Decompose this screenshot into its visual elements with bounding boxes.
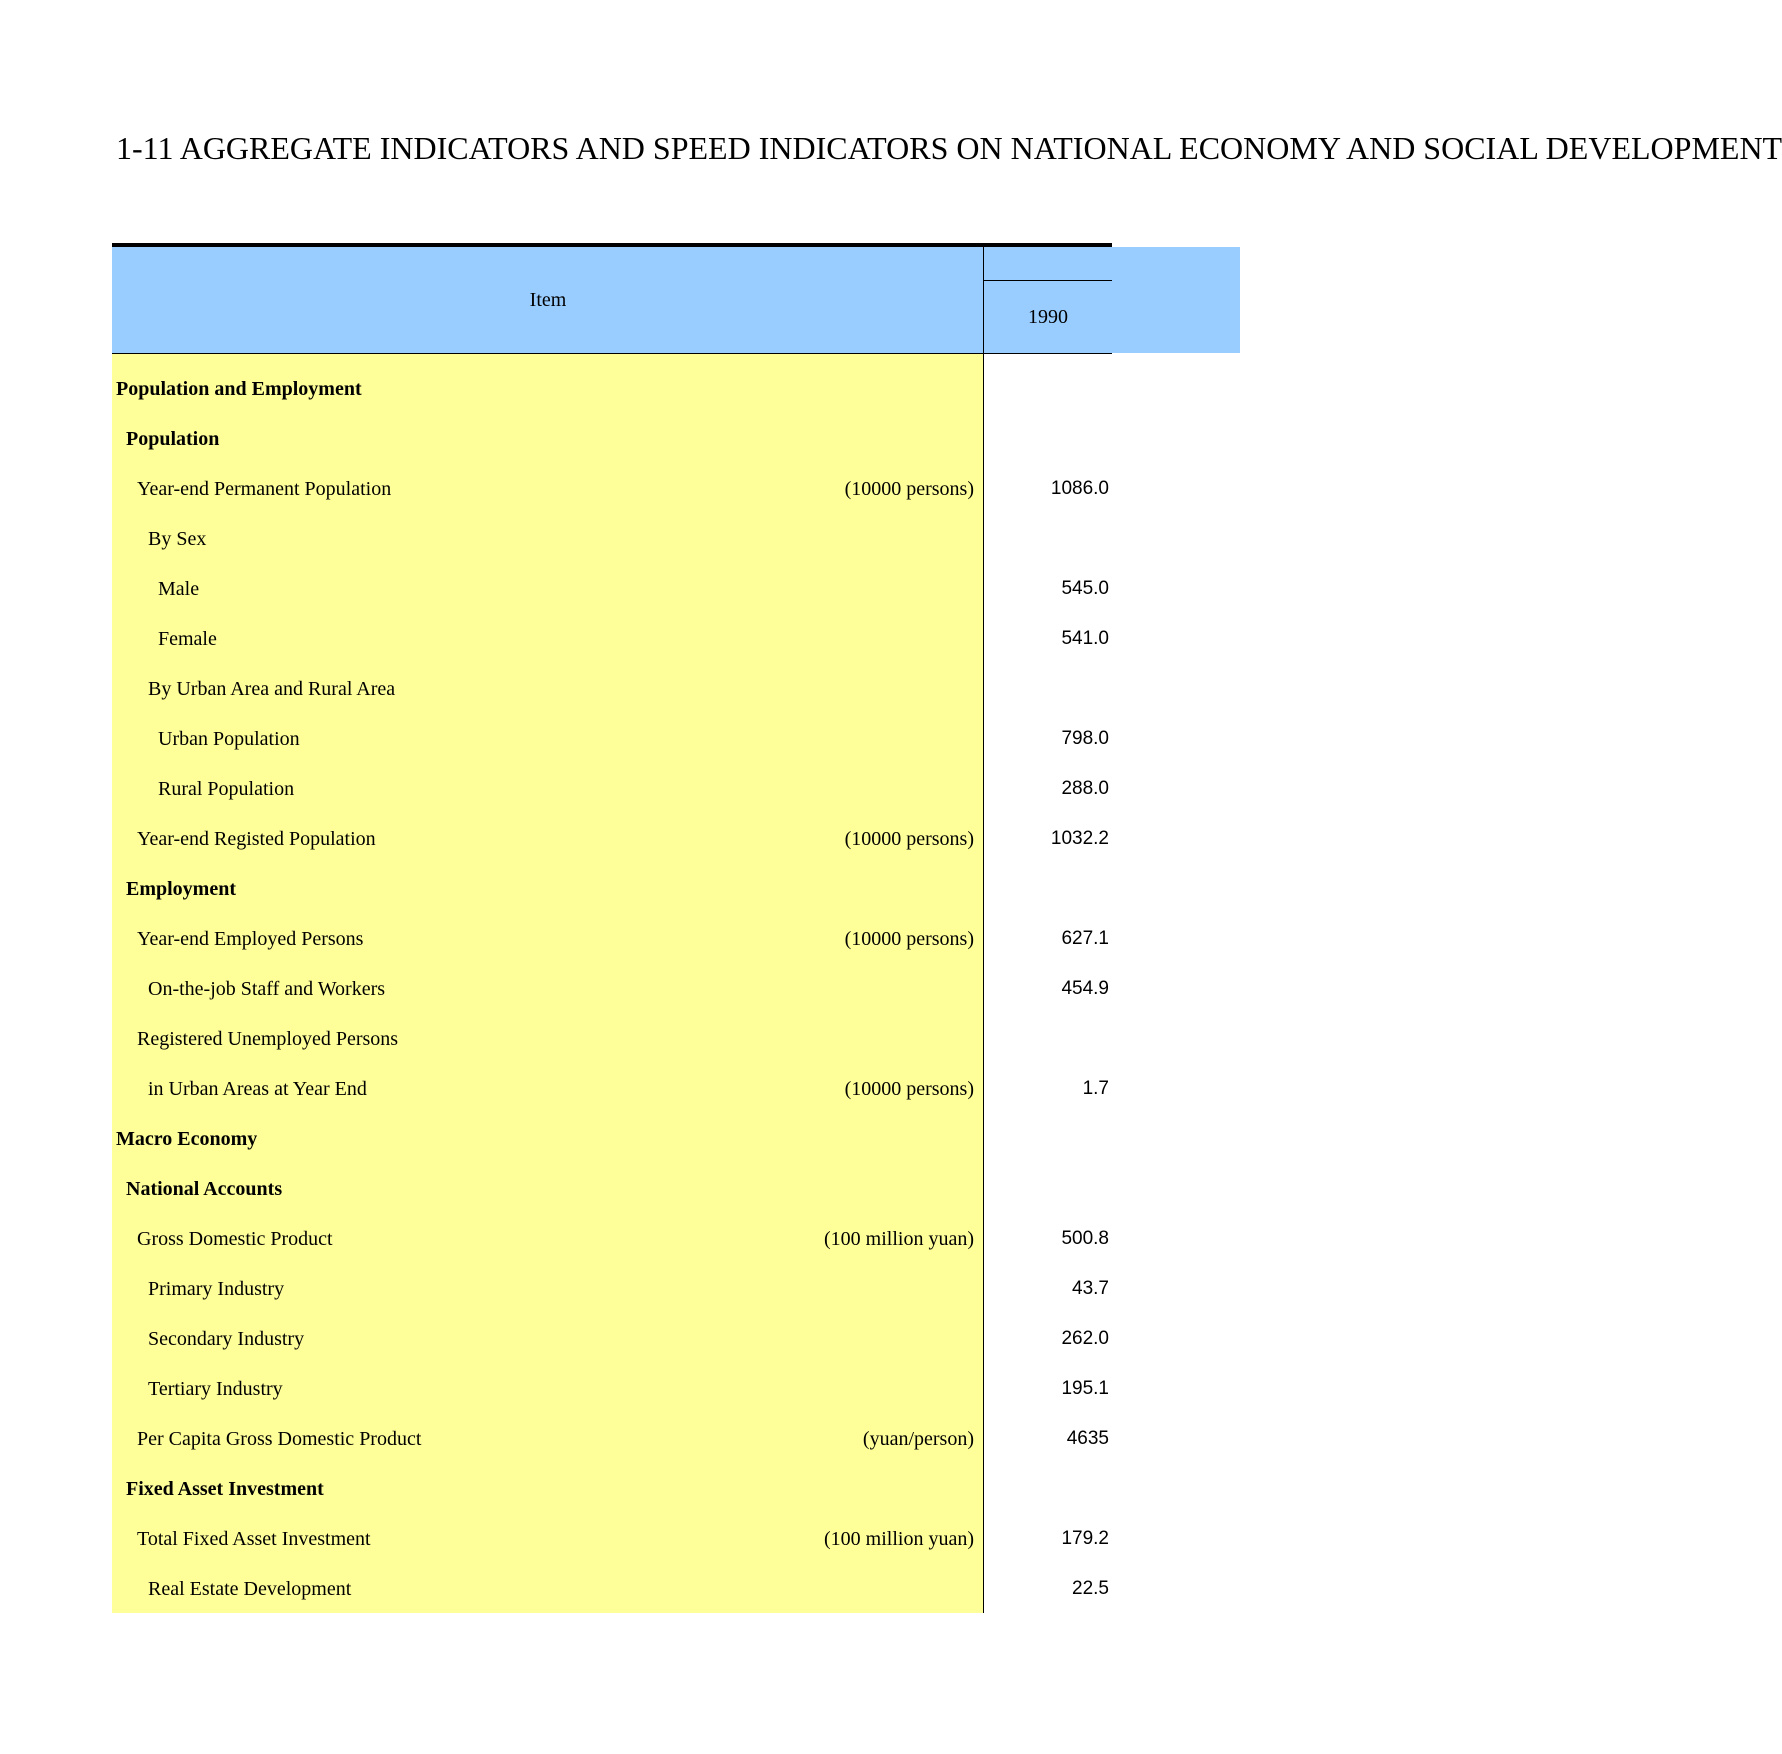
row-label: Employment xyxy=(126,878,236,900)
row-value-1990: 798.0 xyxy=(1061,728,1109,749)
table-row xyxy=(112,914,1112,964)
row-value-1990: 1086.0 xyxy=(1050,478,1109,499)
row-unit: (100 million yuan) xyxy=(824,1228,974,1250)
header-year-label: 1990 xyxy=(1028,305,1068,328)
row-value-1990: 4635 xyxy=(1066,1428,1109,1449)
table-body xyxy=(112,364,1112,1614)
table-row xyxy=(112,714,1112,764)
row-unit: (10000 persons) xyxy=(844,478,974,500)
table-row xyxy=(112,1014,1112,1064)
table-row xyxy=(112,814,1112,864)
row-unit: (100 million yuan) xyxy=(824,1528,974,1550)
table-row xyxy=(112,614,1112,664)
row-label: Year-end Registed Population xyxy=(137,828,376,850)
row-value-1990: 545.0 xyxy=(1061,578,1109,599)
table-row xyxy=(112,864,1112,914)
row-unit: (10000 persons) xyxy=(844,928,974,950)
table-row xyxy=(112,1364,1112,1414)
row-label: Female xyxy=(158,628,217,650)
table-row xyxy=(112,1264,1112,1314)
row-label: Population and Employment xyxy=(116,378,362,400)
row-label: By Urban Area and Rural Area xyxy=(148,678,396,700)
row-value-1990: 22.5 xyxy=(1072,1578,1109,1599)
row-value-1990: 1032.2 xyxy=(1050,828,1109,849)
table-row xyxy=(112,1064,1112,1114)
row-label: National Accounts xyxy=(126,1178,283,1200)
row-label: Gross Domestic Product xyxy=(137,1228,333,1250)
table-row xyxy=(112,1114,1112,1164)
row-value-1990: 288.0 xyxy=(1061,778,1109,799)
row-label: Registered Unemployed Persons xyxy=(137,1028,399,1050)
row-value-1990: 627.1 xyxy=(1061,928,1109,949)
table-row xyxy=(112,564,1112,614)
row-label: Real Estate Development xyxy=(148,1578,352,1600)
table-row xyxy=(112,1514,1112,1564)
table-row xyxy=(112,664,1112,714)
table-row xyxy=(112,414,1112,464)
row-unit: (10000 persons) xyxy=(844,1078,974,1100)
table-row xyxy=(112,964,1112,1014)
row-label: Tertiary Industry xyxy=(148,1378,283,1400)
row-label: Secondary Industry xyxy=(148,1328,305,1350)
row-label: Rural Population xyxy=(158,778,295,800)
table-row xyxy=(112,1164,1112,1214)
header-item-label: Item xyxy=(529,288,567,311)
row-value-1990: 262.0 xyxy=(1061,1328,1109,1349)
row-label: Per Capita Gross Domestic Product xyxy=(137,1428,422,1450)
table-row xyxy=(112,514,1112,564)
row-label: Male xyxy=(158,578,200,600)
row-value-1990: 454.9 xyxy=(1061,978,1109,999)
row-value-1990: 541.0 xyxy=(1061,628,1109,649)
row-label: Year-end Employed Persons xyxy=(137,928,364,950)
row-label: Total Fixed Asset Investment xyxy=(137,1528,371,1550)
row-label: Macro Economy xyxy=(116,1128,258,1150)
row-label: Urban Population xyxy=(158,728,300,750)
row-value-1990: 1.7 xyxy=(1082,1078,1109,1099)
row-label: Fixed Asset Investment xyxy=(126,1478,324,1500)
row-label: Population xyxy=(126,428,220,450)
header-sub-rule xyxy=(984,280,1112,281)
table-row xyxy=(112,364,1112,414)
row-label: By Sex xyxy=(148,528,207,550)
page-title: 1-11 AGGREGATE INDICATORS AND SPEED INDICATORS ON NATIONAL ECONOMY AND SOCIAL DEVELOPMENT xyxy=(116,130,1782,166)
row-value-1990: 500.8 xyxy=(1061,1228,1109,1249)
table-row xyxy=(112,464,1112,514)
table-row xyxy=(112,1214,1112,1264)
table-row xyxy=(112,1414,1112,1464)
table-row xyxy=(112,1464,1112,1514)
row-label: Year-end Permanent Population xyxy=(137,478,392,500)
row-label: On-the-job Staff and Workers xyxy=(148,978,386,1000)
row-unit: (yuan/person) xyxy=(862,1428,974,1450)
row-value-1990: 179.2 xyxy=(1061,1528,1109,1549)
row-label: Primary Industry xyxy=(148,1278,285,1300)
table-row xyxy=(112,1564,1112,1614)
table-row xyxy=(112,764,1112,814)
row-value-1990: 43.7 xyxy=(1072,1278,1109,1299)
row-unit: (10000 persons) xyxy=(844,828,974,850)
row-value-1990: 195.1 xyxy=(1061,1378,1109,1399)
table-row xyxy=(112,1314,1112,1364)
row-label: in Urban Areas at Year End xyxy=(148,1078,367,1100)
